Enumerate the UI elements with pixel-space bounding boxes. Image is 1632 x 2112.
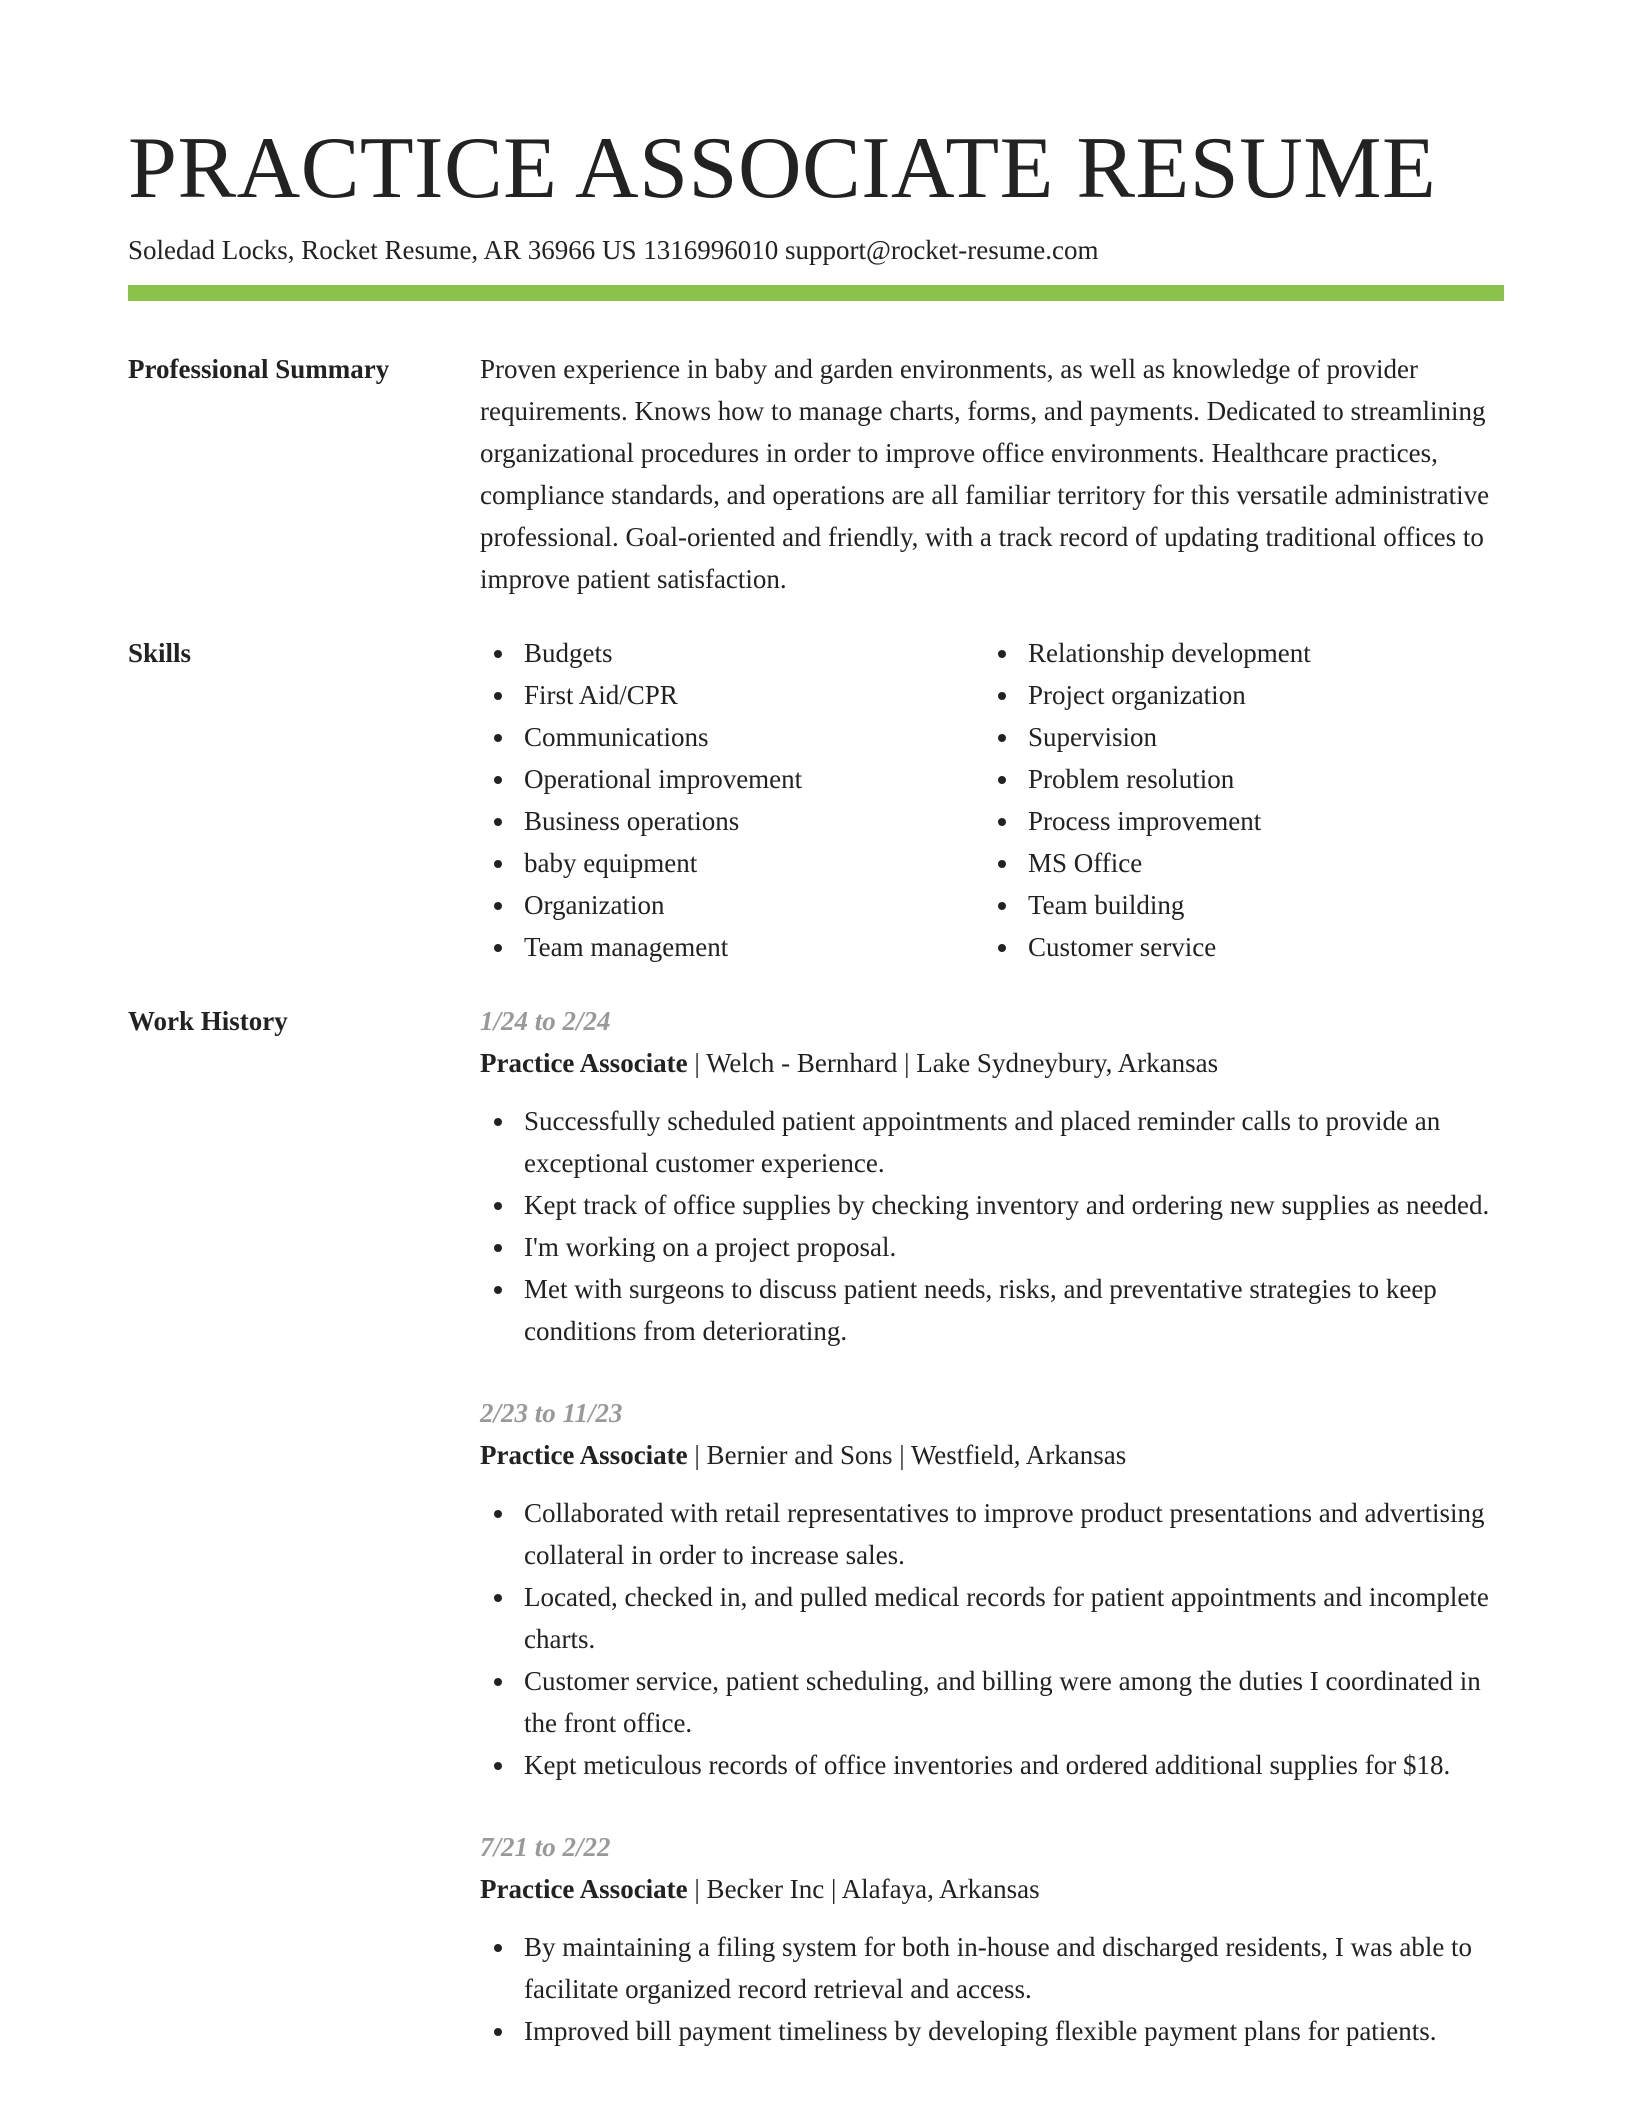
job-title: Practice Associate	[480, 1440, 688, 1470]
skill-item: Organization	[480, 884, 984, 926]
skills-column-left	[480, 632, 984, 968]
skill-item: First Aid/CPR	[480, 674, 984, 716]
skills-column-right	[984, 632, 1488, 968]
job-bullets	[480, 1926, 1504, 2052]
job-title: Practice Associate	[480, 1048, 688, 1078]
job-title: Practice Associate	[480, 1874, 688, 1904]
skill-item: Supervision	[984, 716, 1488, 758]
skill-item: Relationship development	[984, 632, 1488, 674]
work-history-label: Work History	[128, 1006, 288, 1036]
summary-body	[480, 348, 1504, 600]
skills-body	[480, 632, 1504, 968]
job-entry	[480, 1392, 1504, 1786]
skill-item: MS Office	[984, 842, 1488, 884]
job-dates: 2/23 to 11/23	[480, 1398, 623, 1428]
skill-item: Budgets	[480, 632, 984, 674]
job-heading	[480, 1042, 1504, 1084]
job-bullet: Improved bill payment timeliness by developing flexible payment plans for patients.	[480, 2010, 1504, 2052]
job-heading	[480, 1868, 1504, 1910]
job-bullet: Kept meticulous records of office inventories and ordered additional supplies for $18.	[480, 1744, 1504, 1786]
job-details: | Welch - Bernhard | Lake Sydneybury, Arkansas	[687, 1048, 1219, 1078]
job-bullets	[480, 1100, 1504, 1352]
skill-item: Problem resolution	[984, 758, 1488, 800]
job-heading	[480, 1434, 1504, 1476]
summary-text: Proven experience in baby and garden environments, as well as knowledge of provider requirements. Knows how to manage charts, forms, and payments. Dedicated to streamlining organizational procedures in order to improve office environments. Healthcare practices, compliance standards, and operations are all familiar territory for this versatile administrative professional. Goal-oriented and friendly, with a track record of updating traditional offices to improve patient satisfaction.	[480, 354, 1490, 594]
job-bullet: By maintaining a filing system for both in-house and discharged residents, I was able to facilitate organized record retrieval and access.	[480, 1926, 1504, 2010]
skill-item: Team building	[984, 884, 1488, 926]
skills-label: Skills	[128, 638, 192, 668]
accent-divider	[128, 285, 1504, 301]
job-entry	[480, 1826, 1504, 2052]
skill-item: Process improvement	[984, 800, 1488, 842]
skill-item: baby equipment	[480, 842, 984, 884]
job-dates: 1/24 to 2/24	[480, 1006, 611, 1036]
job-bullet: Successfully scheduled patient appointments and placed reminder calls to provide an exceptional customer experience.	[480, 1100, 1504, 1184]
contact-line: Soledad Locks, Rocket Resume, AR 36966 US 1316996010 support@rocket-resume.com	[128, 235, 1099, 265]
job-dates: 7/21 to 2/22	[480, 1832, 611, 1862]
skill-item: Communications	[480, 716, 984, 758]
job-details: | Bernier and Sons | Westfield, Arkansas	[687, 1440, 1127, 1470]
job-details: | Becker Inc | Alafaya, Arkansas	[687, 1874, 1040, 1904]
skill-item: Operational improvement	[480, 758, 984, 800]
skill-item: Customer service	[984, 926, 1488, 968]
skill-item: Project organization	[984, 674, 1488, 716]
skill-item: Team management	[480, 926, 984, 968]
job-bullet: Customer service, patient scheduling, and billing were among the duties I coordinated in the front office.	[480, 1660, 1504, 1744]
job-bullet: Located, checked in, and pulled medical records for patient appointments and incomplete charts.	[480, 1576, 1504, 1660]
job-bullet: I'm working on a project proposal.	[480, 1226, 1504, 1268]
job-bullet: Kept track of office supplies by checking inventory and ordering new supplies as needed.	[480, 1184, 1504, 1226]
summary-label: Professional Summary	[128, 354, 390, 384]
work-history-body	[480, 1000, 1504, 2052]
job-bullet: Collaborated with retail representatives to improve product presentations and advertising collateral in order to increase sales.	[480, 1492, 1504, 1576]
job-bullet: Met with surgeons to discuss patient needs, risks, and preventative strategies to keep conditions from deteriorating.	[480, 1268, 1504, 1352]
job-entry	[480, 1000, 1504, 1352]
skill-item: Business operations	[480, 800, 984, 842]
job-bullets	[480, 1492, 1504, 1786]
resume-title: PRACTICE ASSOCIATE RESUME	[128, 120, 1437, 217]
